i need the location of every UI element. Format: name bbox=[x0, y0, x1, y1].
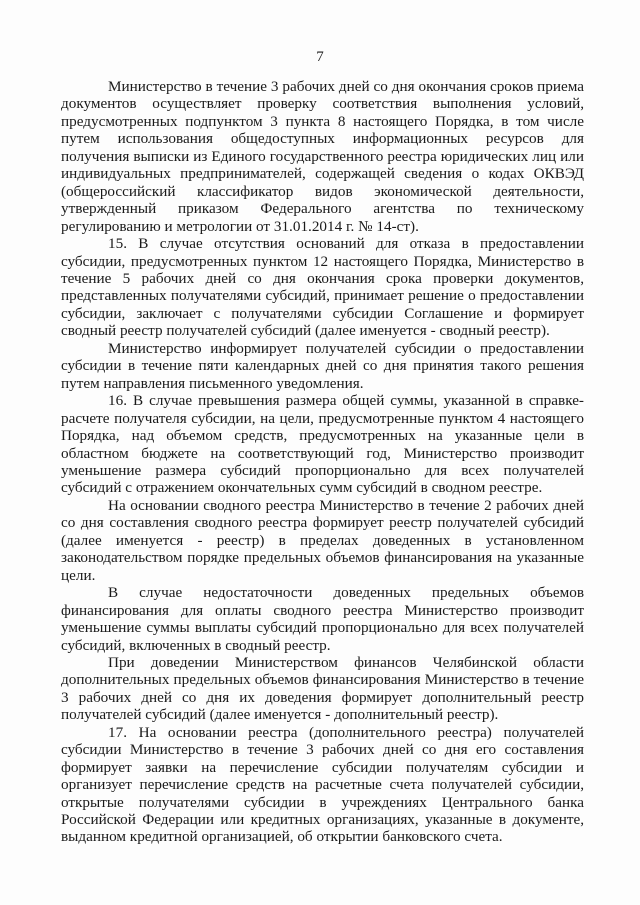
paragraph-insufficient-funding: В случае недостаточности доведенных предельных объемов финансирования для оплаты сводного реестра Министерство производит уменьшение суммы выплаты субсидий пропорционально для всех получателей субсидий, включенных в сводный реестр. bbox=[61, 584, 584, 654]
paragraph-ministry-verification: Министерство в течение 3 рабочих дней со дня окончания сроков приема документов осуществляет проверку соответствия выполнения условий, предусмотренных подпунктом 3 пункта 8 настоящего Порядка, в том числе путем использования общедоступных информационных ресурсов для получения выписки из Единого государственного реестра юридических лиц или индивидуальных предпринимателей, содержащей сведения о кодах ОКВЭД (общероссийский классификатор видов экономической деятельности, утвержденный приказом Федерального агентства по техническому регулированию и метрологии от 31.01.2014 г. № 14-ст). bbox=[61, 78, 584, 235]
paragraph-additional-registry: При доведении Министерством финансов Челябинской области дополнительных предельных объемов финансирования Министерство в течение 3 рабочих дней со дня их доведения формирует дополнительный реестр получателей субсидий (далее именуется - дополнительный реестр). bbox=[61, 653, 584, 724]
paragraph-registry-formation: На основании сводного реестра Министерство в течение 2 рабочих дней со дня составления сводного реестра формирует реестр получателей субсидий (далее именуется - реестр) в пределах доведенных в установленном законодательством порядке предельных объемов финансирования на указанные цели. bbox=[61, 496, 584, 584]
paragraph-item-15: 15. В случае отсутствия оснований для отказа в предоставлении субсидии, предусмотренных пунктом 12 настоящего Порядка, Министерство в течение 5 рабочих дней со дня окончания срока проверки документов, представленных получателями субсидий, принимает решение о предоставлении субсидии, заключает с получателями субсидии Соглашение и формирует сводный реестр получателей субсидий (далее именуется - сводный реестр). bbox=[61, 235, 584, 340]
page-number: 7 bbox=[316, 49, 324, 65]
paragraph-item-17: 17. На основании реестра (дополнительного реестра) получателей субсидии Министерство в течение 3 рабочих дней со дня его составления формирует заявки на перечисление субсидии получателям субсидии и организует перечисление средств на расчетные счета получателей субсидии, открытые получателями субсидии в учреждениях Центрального банка Российской Федерации или кредитных организациях, указанные в документе, выданном кредитной организацией, об открытии банковского счета. bbox=[61, 723, 584, 846]
document-body bbox=[61, 78, 584, 846]
paragraph-notification: Министерство информирует получателей субсидии о предоставлении субсидии в течение пяти календарных дней со дня принятия такого решения путем направления письменного уведомления. bbox=[61, 339, 584, 392]
paragraph-item-16: 16. В случае превышения размера общей суммы, указанной в справке-расчете получателя субсидии, на цели, предусмотренные пунктом 4 настоящего Порядка, над объемом средств, предусмотренных на указанные цели в областном бюджете на соответствующий год, Министерство производит уменьшение размера субсидий пропорционально для всех получателей субсидий с отражением окончательных сумм субсидий в сводном реестре. bbox=[61, 392, 584, 497]
